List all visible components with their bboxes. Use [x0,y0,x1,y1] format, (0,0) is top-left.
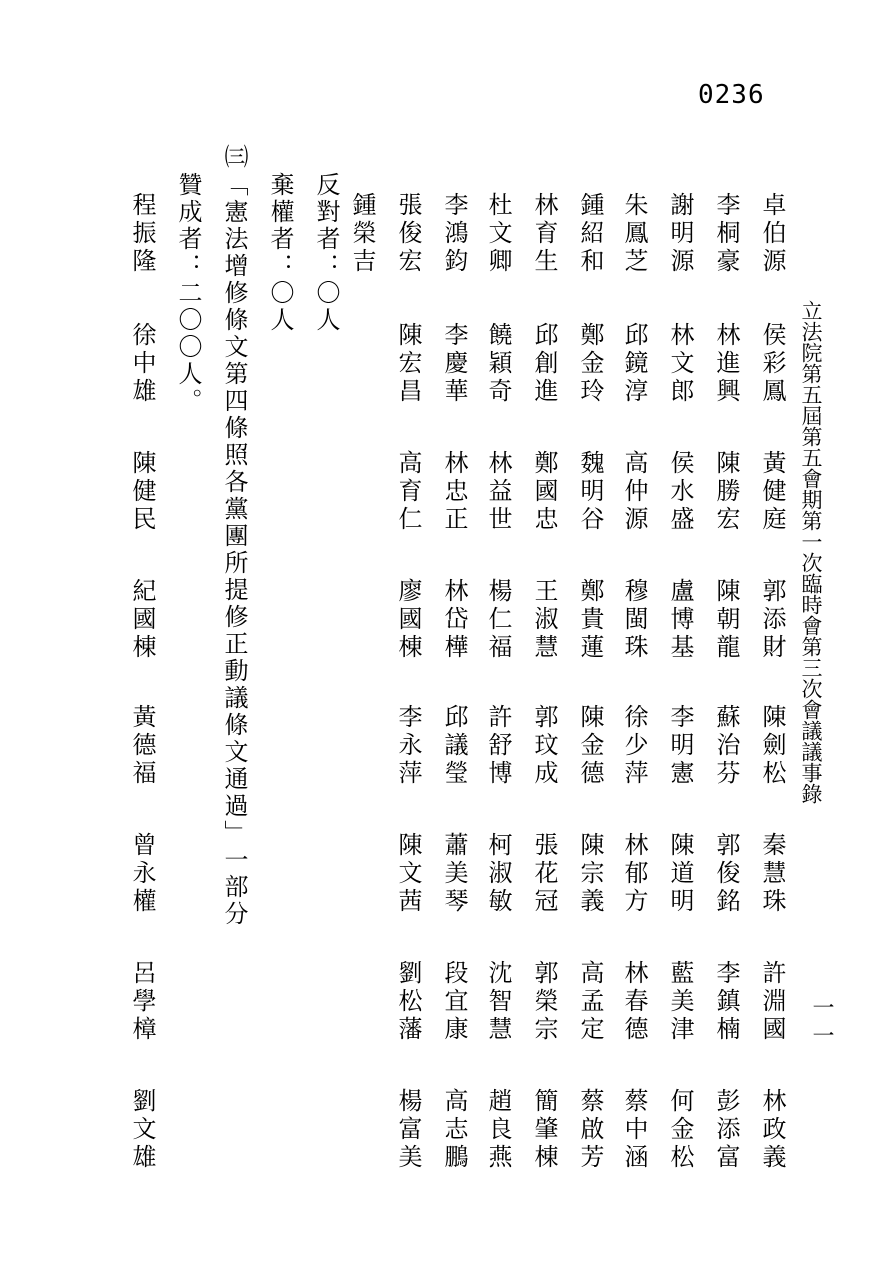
name-column [712,0,740,1280]
running-header: 立法院第五屆第五會期第一次臨時會第三次會議議事錄 [799,300,823,804]
legislator-name: 張花冠 [530,832,558,916]
favor-legislator-name: 劉文雄 [128,1088,156,1172]
legislator-name: 藍美津 [666,960,694,1044]
legislator-name: 謝明源 [666,192,694,276]
legislator-name: 王淑慧 [530,578,558,662]
legislator-name: 鄭國忠 [530,450,558,534]
legislator-name: 饒穎奇 [484,322,512,406]
legislator-name: 許淵國 [758,960,786,1044]
legislator-name: 林文郎 [666,322,694,406]
legislator-name: 林郁方 [620,832,648,916]
legislator-name: 邱議瑩 [440,704,468,788]
legislator-name: 李明憲 [666,704,694,788]
name-column [530,0,558,1280]
legislator-name: 沈智慧 [484,960,512,1044]
favor-name-column [128,0,156,1280]
legislator-name: 郭俊銘 [712,832,740,916]
legislator-name: 陳勝宏 [712,450,740,534]
legislator-name: 何金松 [666,1088,694,1172]
legislator-name: 李永萍 [394,704,422,788]
legislator-name: 廖國棟 [394,578,422,662]
legislator-name: 高仲源 [620,450,648,534]
legislator-name: 陳劍松 [758,704,786,788]
legislator-name: 陳金德 [576,704,604,788]
legislator-name: 蔡啟芳 [576,1088,604,1172]
legislator-name: 張俊宏 [394,192,422,276]
legislator-name: 秦慧珠 [758,832,786,916]
favor-legislator-name: 紀國棟 [128,578,156,662]
legislator-name: 盧博基 [666,578,694,662]
legislator-name: 侯水盛 [666,450,694,534]
legislator-name: 林益世 [484,450,512,534]
legislator-name: 陳道明 [666,832,694,916]
favor-legislator-name: 呂學樟 [128,960,156,1044]
legislator-name: 鍾紹和 [576,192,604,276]
legislator-name: 魏明谷 [576,450,604,534]
legislator-name: 朱鳳芝 [620,192,648,276]
name-column [484,0,512,1280]
favor-legislator-name: 黃德福 [128,704,156,788]
name-column [620,0,648,1280]
name-column [440,0,468,1280]
legislator-name: 蕭美琴 [440,832,468,916]
legislator-name: 簡肇棟 [530,1088,558,1172]
legislator-name: 陳宗義 [576,832,604,916]
favor-legislator-name: 程振隆 [128,192,156,276]
legislator-name: 郭榮宗 [530,960,558,1044]
legislator-name: 楊仁福 [484,578,512,662]
legislator-name: 陳文茜 [394,832,422,916]
legislator-name: 李桐豪 [712,192,740,276]
legislator-name: 李慶華 [440,322,468,406]
name-column [666,0,694,1280]
legislator-name: 林育生 [530,192,558,276]
legislator-name: 邱創進 [530,322,558,406]
folio-number: 一一 [809,996,834,1052]
legislator-name: 林政義 [758,1088,786,1172]
legislator-name: 鄭貴蓮 [576,578,604,662]
name-column [348,0,376,1280]
name-column [394,0,422,1280]
oppose-count: 反對者：〇人 [312,172,340,334]
legislator-name: 林岱樺 [440,578,468,662]
favor-legislator-name: 曾永權 [128,832,156,916]
legislator-name: 穆閩珠 [620,578,648,662]
legislator-name: 高孟定 [576,960,604,1044]
legislator-name: 卓伯源 [758,192,786,276]
legislator-name: 楊富美 [394,1088,422,1172]
legislator-name: 杜文卿 [484,192,512,276]
name-column [758,0,786,1280]
legislator-name: 李鴻鈞 [440,192,468,276]
abstain-count: 棄權者：〇人 [266,172,294,334]
legislator-name: 邱鏡淳 [620,322,648,406]
legislator-name: 郭添財 [758,578,786,662]
legislator-name: 高育仁 [394,450,422,534]
legislator-name: 林進興 [712,322,740,406]
legislator-name: 黃健庭 [758,450,786,534]
legislator-name: 蘇治芬 [712,704,740,788]
legislator-name: 林春德 [620,960,648,1044]
legislator-name: 侯彩鳳 [758,322,786,406]
legislator-name: 陳宏昌 [394,322,422,406]
page-number: 0236 [698,80,765,110]
favor-count: 贊成者：二〇〇人。 [174,172,202,415]
legislator-name: 段宜康 [440,960,468,1044]
legislator-name: 趙良燕 [484,1088,512,1172]
favor-legislator-name: 陳健民 [128,450,156,534]
name-column [576,0,604,1280]
favor-legislator-name: 徐中雄 [128,322,156,406]
legislator-name: 陳朝龍 [712,578,740,662]
motion-title: 「憲法增修條文第四條照各黨團所提修正動議條文通過」一部分 [220,172,248,928]
legislator-name: 彭添富 [712,1088,740,1172]
legislator-name: 郭玟成 [530,704,558,788]
legislator-name: 柯淑敏 [484,832,512,916]
legislator-name: 許舒博 [484,704,512,788]
legislator-name: 蔡中涵 [620,1088,648,1172]
legislator-name: 鄭金玲 [576,322,604,406]
legislator-name: 李鎮楠 [712,960,740,1044]
legislator-name: 鍾榮吉 [348,192,376,276]
item-number: ㈢ [220,144,248,171]
legislator-name: 劉松藩 [394,960,422,1044]
legislator-name: 林忠正 [440,450,468,534]
legislator-name: 徐少萍 [620,704,648,788]
legislator-name: 高志鵬 [440,1088,468,1172]
